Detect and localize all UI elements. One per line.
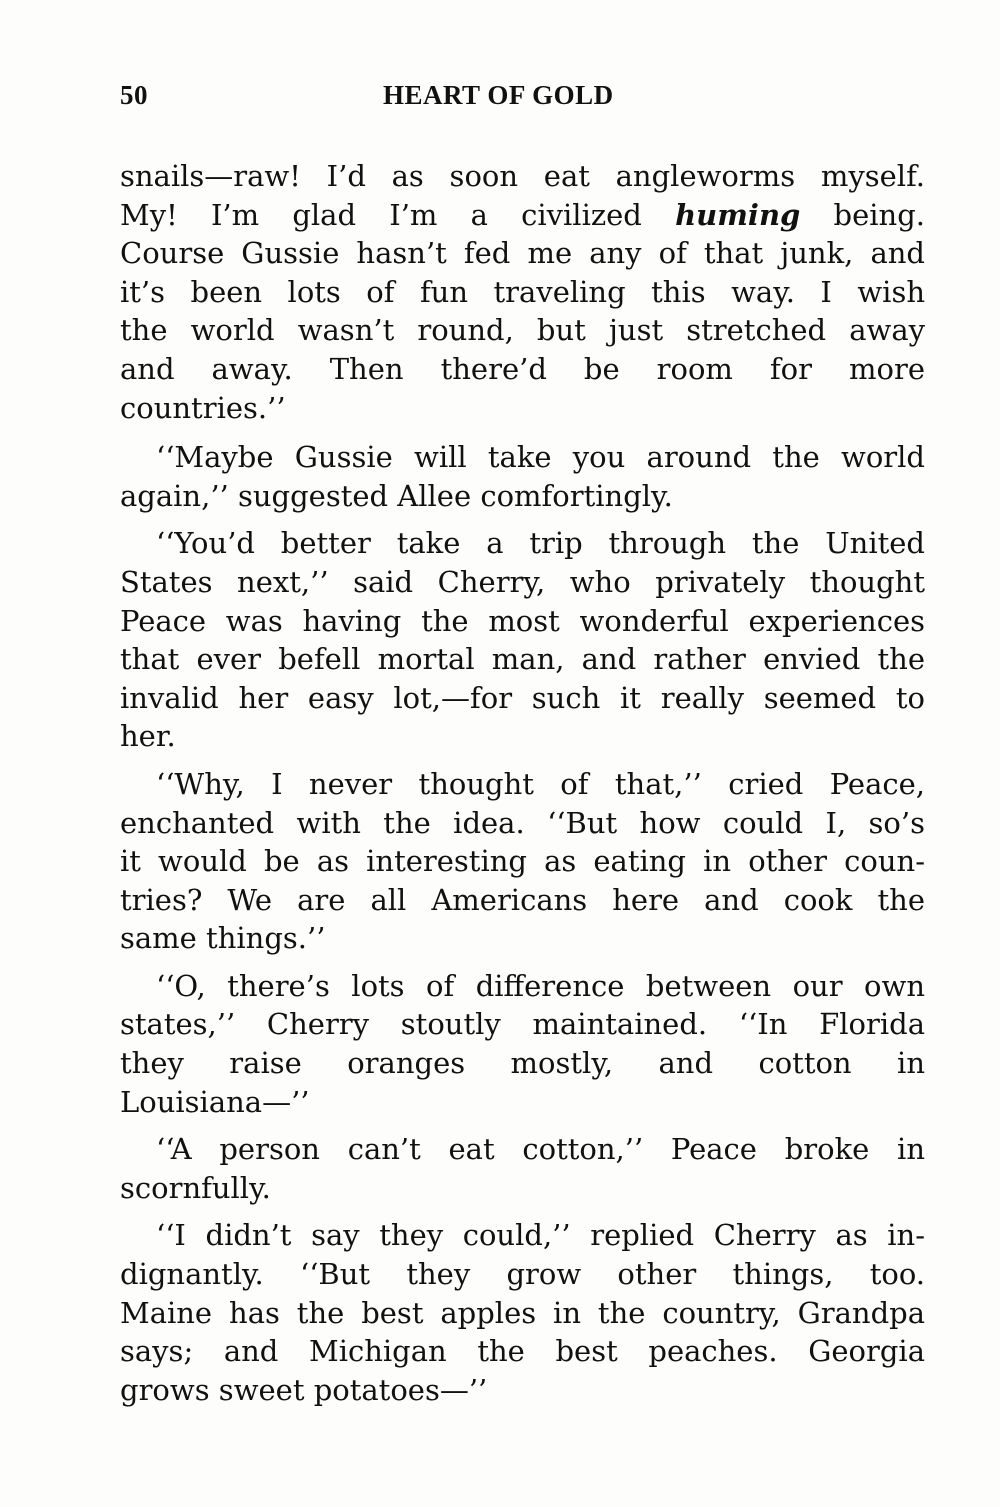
text-line: [120, 196, 925, 235]
paragraph: [120, 1216, 925, 1409]
text-line: grows sweet potatoes—’’: [120, 1372, 488, 1407]
paragraph: [120, 765, 925, 958]
text-segment: My! I’m glad I’m a civilized: [120, 197, 676, 232]
text-line: enchanted with the idea. ‘‘But how could I, so’s: [120, 805, 925, 840]
text-line: Course Gussie hasn’t fed me any of that junk, and: [120, 236, 925, 271]
text-line: ‘‘A person can’t eat cotton,’’ Peace broke in: [156, 1132, 925, 1167]
text-line: ‘‘Why, I never thought of that,’’ cried Peace,: [156, 766, 925, 801]
text-line: ‘‘Maybe Gussie will take you around the world: [156, 440, 925, 475]
paragraph: [120, 524, 925, 756]
text-line: Louisiana—’’: [120, 1084, 310, 1119]
text-line: they raise oranges mostly, and cotton in: [120, 1046, 925, 1081]
text-line: same things.’’: [120, 921, 326, 956]
text-segment: being.: [800, 197, 925, 232]
paragraph: [120, 157, 925, 427]
text-line: ‘‘I didn’t say they could,’’ replied Cherry as in-: [156, 1218, 925, 1253]
text-line: scornfully.: [120, 1170, 271, 1205]
text-line: Peace was having the most wonderful experiences: [120, 603, 925, 638]
text-line: countries.’’: [120, 390, 286, 425]
text-line: ‘‘O, there’s lots of difference between our own: [156, 968, 925, 1003]
text-line: her.: [120, 719, 176, 754]
text-line: says; and Michigan the best peaches. Georgia: [120, 1334, 925, 1369]
text-line: snails—raw! I’d as soon eat angleworms myself.: [120, 159, 925, 193]
text-line: states,’’ Cherry stoutly maintained. ‘‘In Florida: [120, 1007, 925, 1042]
text-line: and away. Then there’d be room for more: [120, 351, 925, 386]
text-line: States next,’’ said Cherry, who privately thought: [120, 564, 925, 599]
text-line: the world wasn’t round, but just stretched away: [120, 313, 925, 348]
emphasized-word: huming: [675, 197, 801, 232]
text-line: dignantly. ‘‘But they grow other things, too.: [120, 1257, 925, 1292]
running-title: HEART OF GOLD: [383, 80, 614, 110]
page-header: [120, 80, 925, 120]
text-line: tries? We are all Americans here and cook the: [120, 882, 925, 917]
paragraph: [120, 1130, 925, 1207]
paragraph: [120, 967, 925, 1121]
text-line: it’s been lots of fun traveling this way. I wish: [120, 274, 925, 309]
text-line: that ever befell mortal man, and rather envied the: [120, 642, 925, 677]
page-number: 50: [120, 80, 148, 110]
text-line: invalid her easy lot,—for such it really seemed to: [120, 680, 925, 715]
text-line: Maine has the best apples in the country, Grandpa: [120, 1295, 925, 1330]
text-line: ‘‘You’d better take a trip through the United: [156, 526, 925, 561]
text-line: it would be as interesting as eating in other coun-: [120, 844, 925, 879]
paragraph: [120, 438, 925, 515]
text-line: again,’’ suggested Allee comfortingly.: [120, 478, 673, 513]
page-body: [120, 157, 925, 1418]
